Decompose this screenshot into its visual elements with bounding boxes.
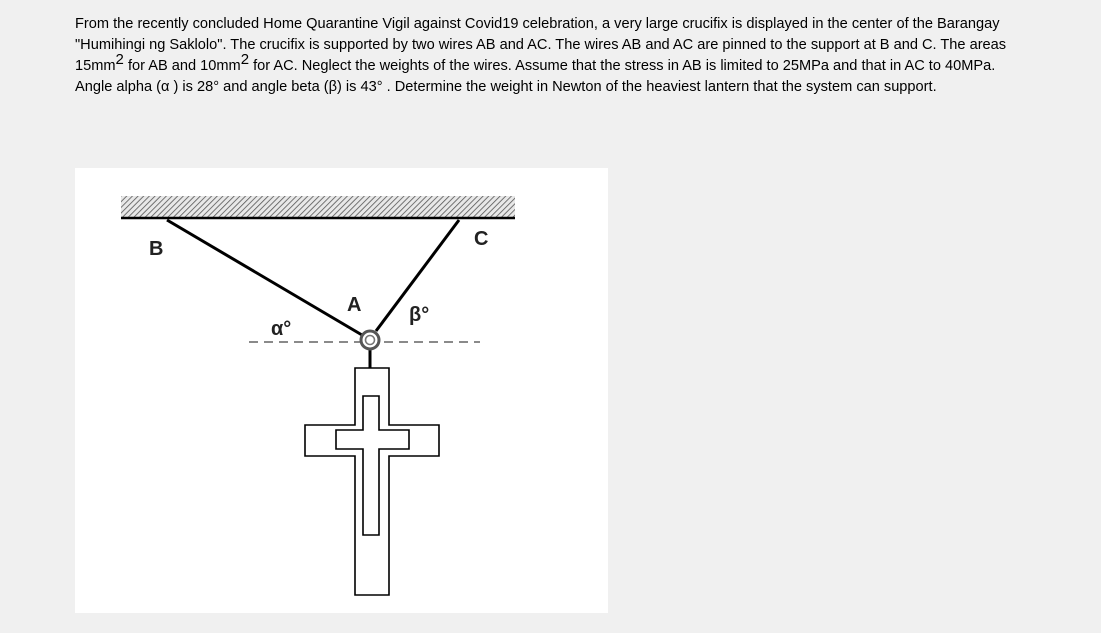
problem-line-3 <box>75 51 1099 77</box>
crucifix-figure <box>75 168 608 613</box>
cross-inner-outline <box>336 396 409 535</box>
problem-line-2: "Humihingi ng Saklolo". The crucifix is supported by two wires AB and AC. The wires AB and AC are pinned to the support at B and C. The areas <box>75 37 1007 53</box>
area-ab-exponent: 2 <box>115 51 124 68</box>
area-ab-value: 15mm <box>75 58 116 74</box>
area-ac-exponent: 2 <box>240 51 250 68</box>
ring-inner <box>366 336 375 345</box>
problem-line-4: Angle alpha (α ) is 28° and angle beta (β) is 43° . Determine the weight in Newton of the heaviest lantern that the system can support. <box>75 79 937 95</box>
figure-diagram <box>75 168 608 613</box>
area-ac-value: for AB and 10mm <box>123 58 241 74</box>
wire-ab <box>167 220 362 335</box>
problem-line-1: From the recently concluded Home Quarantine Vigil against Covid19 celebration, a very large crucifix is displayed in the center of the Barangay <box>75 16 1000 32</box>
ceiling-support <box>121 196 515 218</box>
label-a: A <box>347 294 362 316</box>
label-c: C <box>474 228 489 250</box>
problem-statement <box>75 14 1099 98</box>
label-beta: β° <box>409 304 430 326</box>
stress-limits-text: for AC. Neglect the weights of the wires. Assume that the stress in AB is limited to 25MPa and that in AC to 40MPa. <box>249 58 996 74</box>
label-b: B <box>149 238 164 260</box>
label-alpha: α° <box>271 318 292 340</box>
